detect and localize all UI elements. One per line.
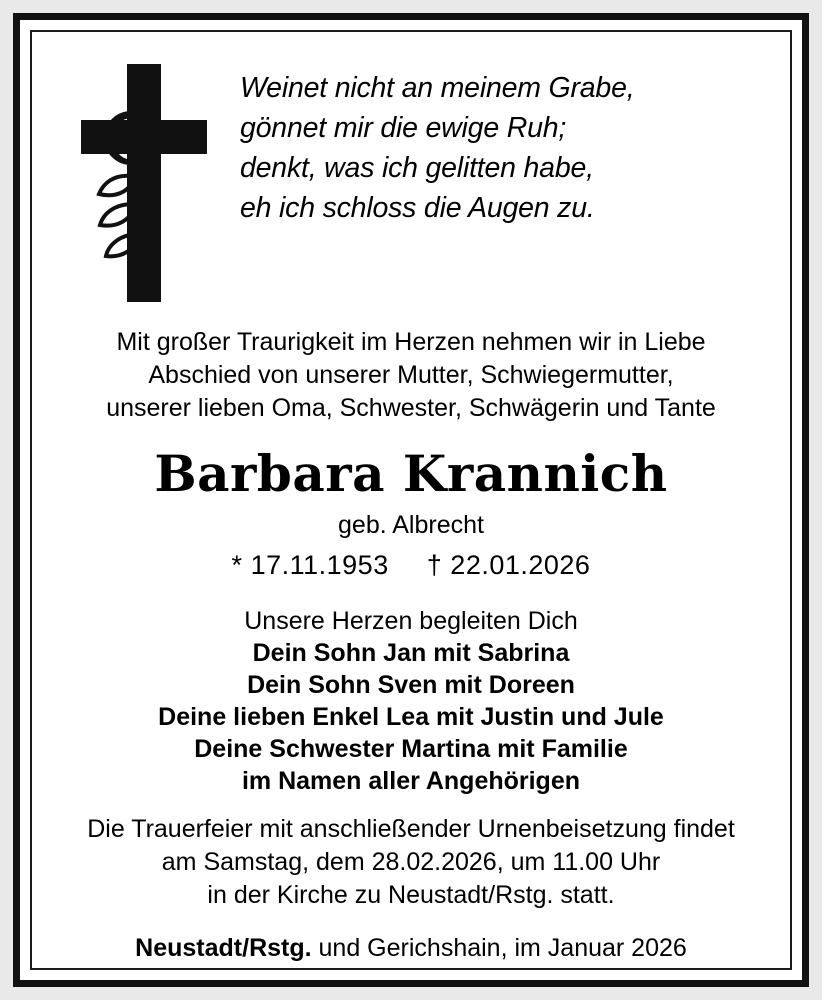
- footer-place: Neustadt/Rstg.: [135, 934, 312, 962]
- verse-line-3: denkt, was ich gelitten habe,: [240, 152, 594, 184]
- death-symbol: †: [426, 550, 443, 580]
- notice-outer-frame: [13, 13, 809, 987]
- ceremony-line-1: Die Trauerfeier mit anschließender Urnenbeisetzung findet: [87, 815, 735, 843]
- mourner-line: im Namen aller Angehörigen: [241, 767, 581, 795]
- maiden-name: geb. Albrecht: [338, 511, 484, 539]
- mourner-line: Dein Sohn Jan mit Sabrina: [252, 639, 570, 667]
- ceremony-block: [54, 813, 768, 912]
- deceased-name: Barbara Krannich: [154, 444, 668, 503]
- header-area: [54, 48, 768, 310]
- intro-block: [54, 326, 768, 425]
- mourner-line: Deine lieben Enkel Lea mit Justin und Jule: [158, 703, 664, 731]
- birth-symbol: *: [231, 550, 243, 580]
- mourner-line: Dein Sohn Sven mit Doreen: [247, 671, 575, 699]
- mourners-lead: Unsere Herzen begleiten Dich: [244, 607, 578, 635]
- mourners-block: [54, 605, 768, 797]
- verse-line-4: eh ich schloss die Augen zu.: [240, 192, 595, 224]
- intro-line-1: Mit großer Traurigkeit im Herzen nehmen wir in Liebe: [116, 328, 706, 356]
- intro-line-2: Abschied von unserer Mutter, Schwiegermutter,: [148, 361, 674, 389]
- verse-line-1: Weinet nicht an meinem Grabe,: [240, 72, 635, 104]
- death-date: 22.01.2026: [450, 550, 591, 580]
- verse-block: [240, 48, 768, 228]
- ceremony-line-3: in der Kirche zu Neustadt/Rstg. statt.: [207, 881, 615, 909]
- footer-rest: und Gerichshain, im Januar 2026: [311, 934, 687, 962]
- verse-line-2: gönnet mir die ewige Ruh;: [240, 112, 567, 144]
- notice-inner-frame: [30, 30, 792, 970]
- ceremony-line-2: am Samstag, dem 28.02.2026, um 11.00 Uhr: [161, 848, 661, 876]
- mourner-line: Deine Schwester Martina mit Familie: [194, 735, 628, 763]
- life-dates: [54, 547, 768, 583]
- intro-line-3: unserer lieben Oma, Schwester, Schwägerin und Tante: [106, 394, 716, 422]
- birth-date: 17.11.1953: [250, 550, 389, 580]
- cross-with-rose-icon: [54, 48, 234, 308]
- footer-line: [54, 932, 768, 964]
